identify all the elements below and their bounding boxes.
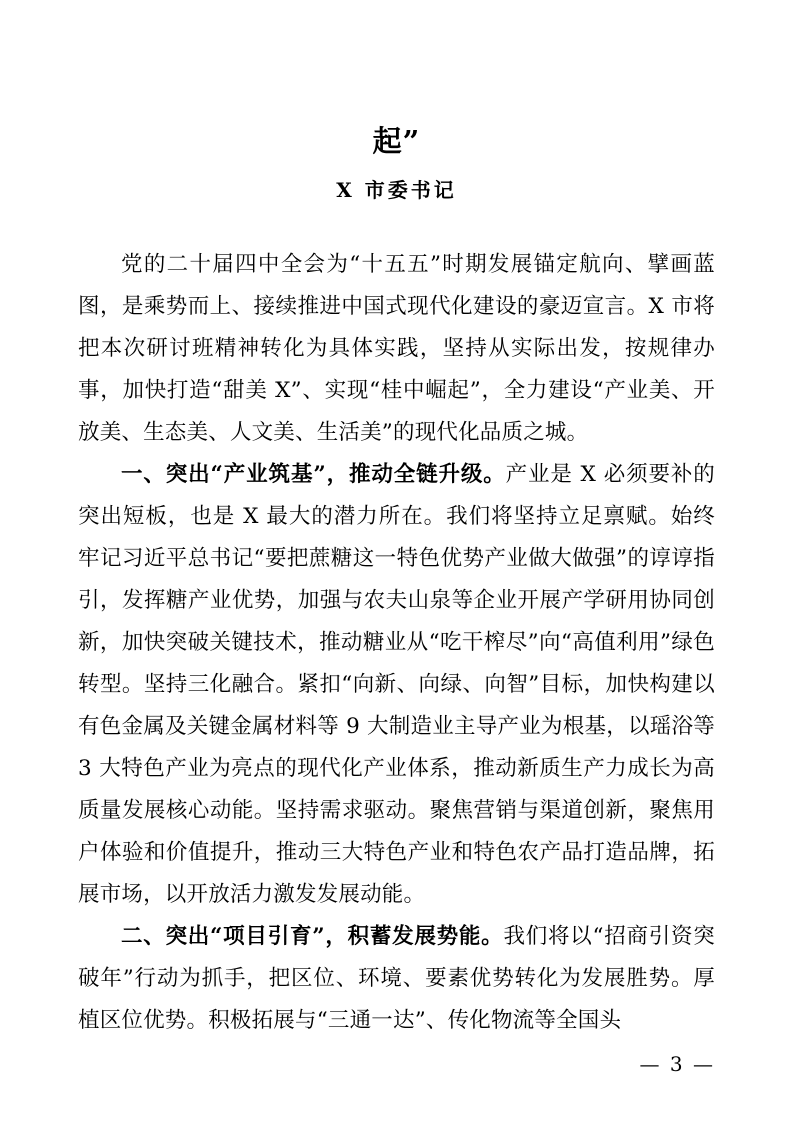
paragraph-3 [78, 916, 715, 1042]
page-subtitle: X 市委书记 [336, 178, 457, 202]
paragraph-2 [78, 454, 715, 916]
page-number: — 3 — [639, 1052, 715, 1076]
paragraph-1-text: 党的二十届四中全会为“十五五”时期发展锚定航向、擘画蓝图，是乘势而上、接续推进中国式现代化建设的豪迈宣言。X 市将把本次研讨班精神转化为具体实践，坚持从实际出发，按规律办事，加快打造“甜美 X”、实现“桂中崛起”，全力建设“产业美、开放美、生态美、人文美、生活美”的现代化品质之城。 [78, 252, 715, 445]
paragraph-2-text: 产业是 X 必须要补的突出短板，也是 X 最大的潜力所在。我们将坚持立足禀赋。始终牢记习近平总书记“要把蔗糖这一特色优势产业做大做强”的谆谆指引，发挥糖产业优势，加强与农夫山泉等企业开展产学研用协同创新，加快突破关键技术，推动糖业从“吃干榨尽”向“高值利用”绿色转型。坚持三化融合。紧扣“向新、向绿、向智”目标，加快构建以有色金属及关键金属材料等 9 大制造业主导产业为根基，以瑶浴等 3 大特色产业为亮点的现代化产业体系，推动新质生产力成长为高质量发展核心动能。坚持需求驱动。聚焦营销与渠道创新，聚焦用户体验和价值提升，推动三大特色产业和特色农产品打造品牌，拓展市场，以开放活力激发发展动能。 [78, 462, 715, 907]
document-body [78, 244, 715, 1042]
paragraph-3-text: 我们将以“招商引资突破年”行动为抓手，把区位、环境、要素优势转化为发展胜势。厚植区位优势。积极拓展与“三通一达”、传化物流等全国头 [78, 924, 715, 1033]
paragraph-2-lead: 一、突出“产业筑基”，推动全链升级。 [121, 462, 506, 487]
page-title: 起” [372, 124, 421, 158]
paragraph-1 [78, 244, 715, 454]
paragraph-3-lead: 二、突出“项目引育”，积蓄发展势能。 [121, 924, 504, 949]
